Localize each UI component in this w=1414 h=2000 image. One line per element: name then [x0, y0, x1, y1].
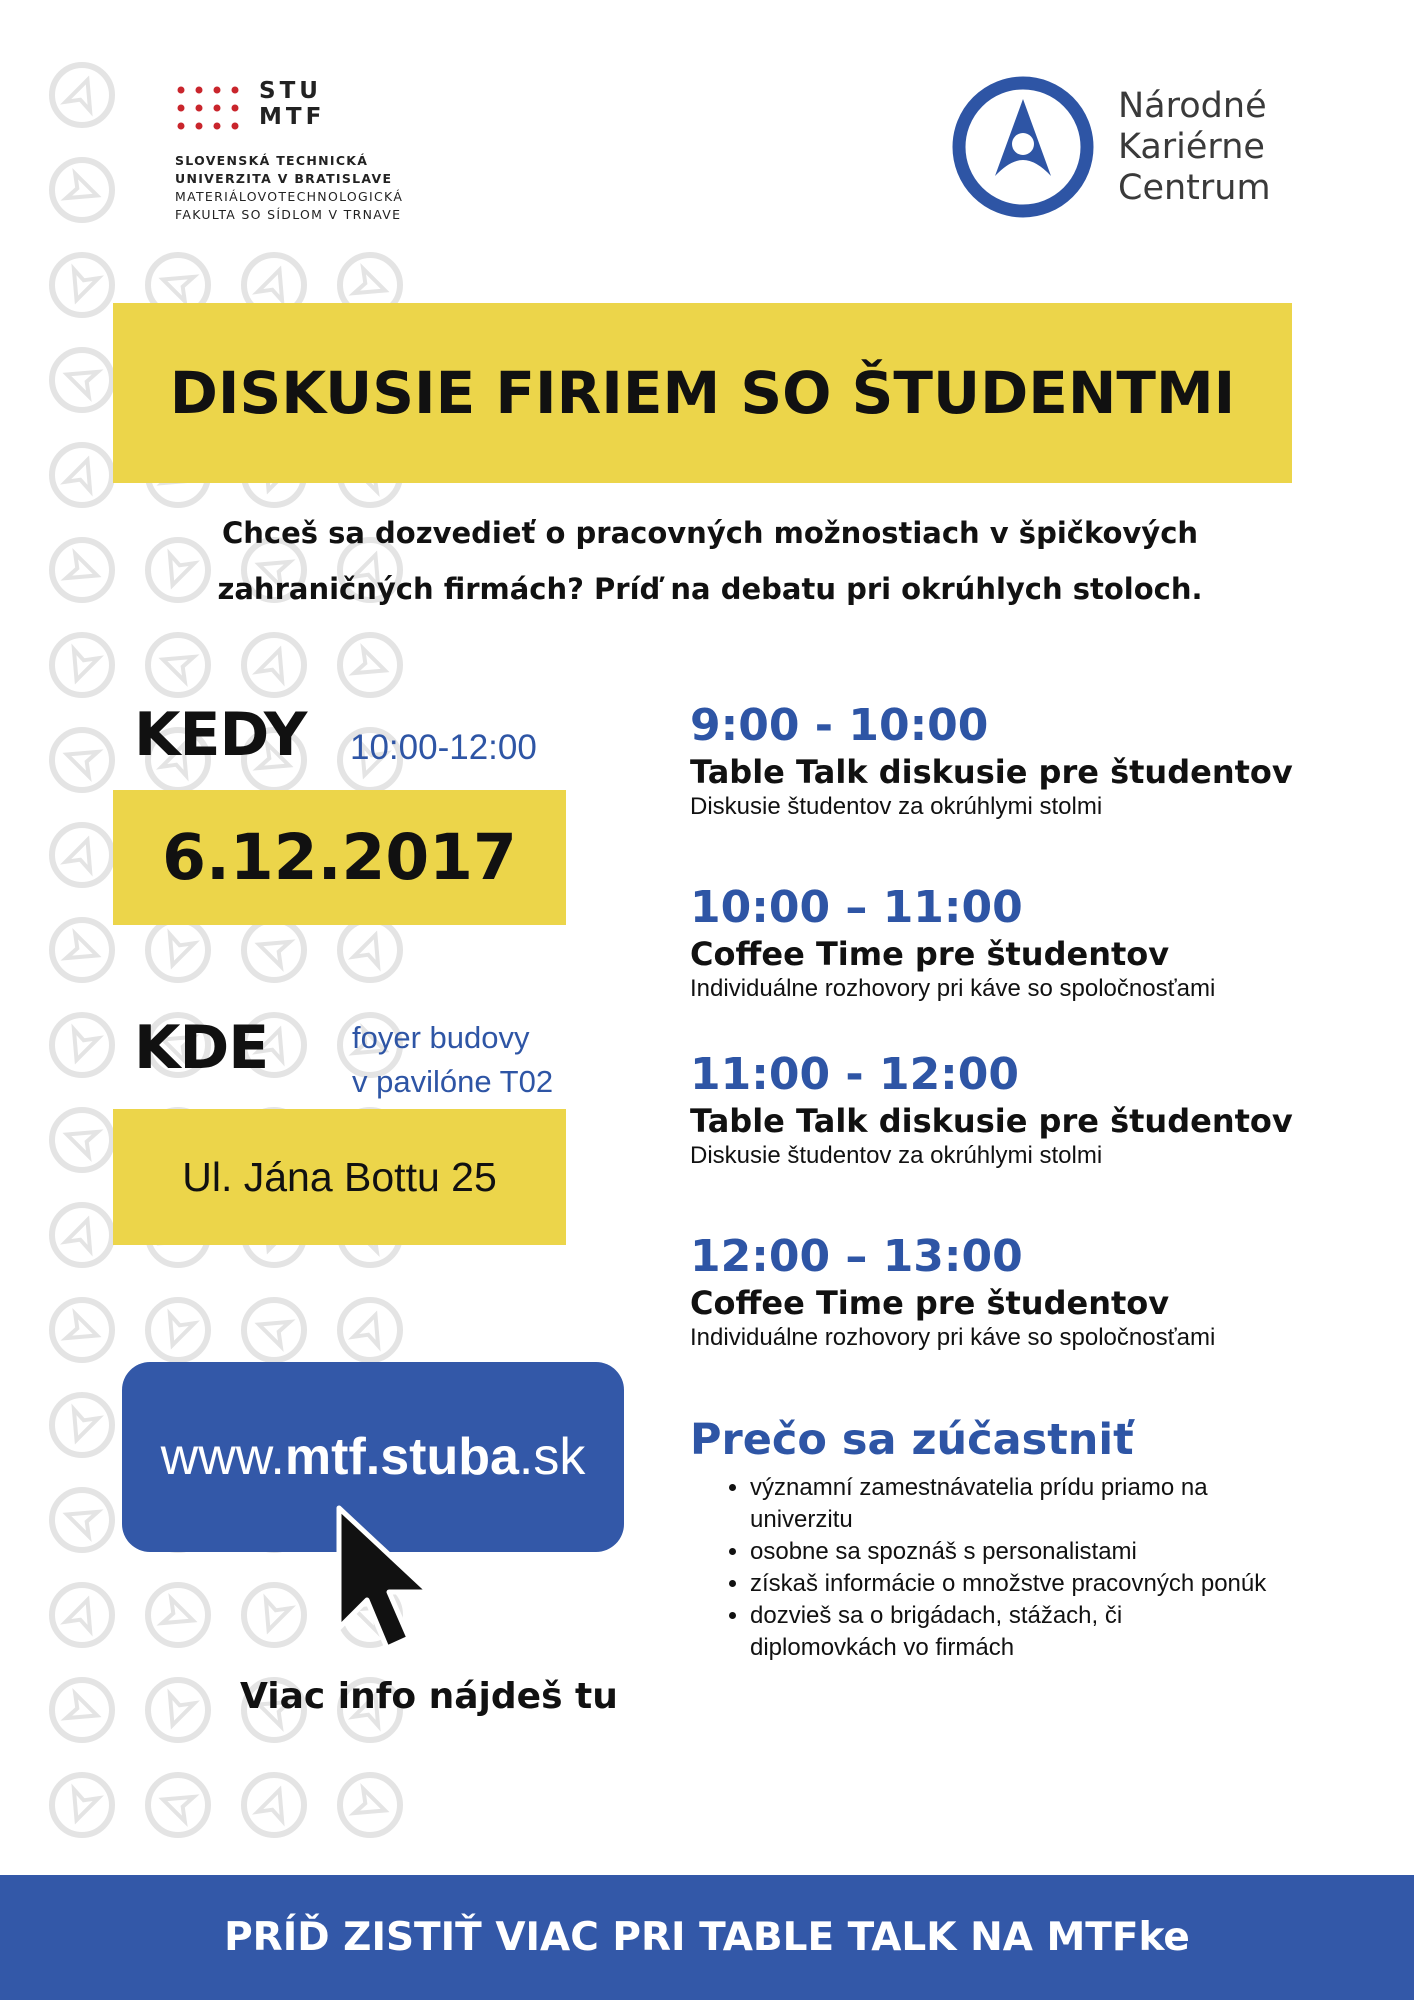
stu-full-name: [175, 152, 475, 224]
date-box: [113, 790, 566, 925]
schedule-desc: Diskusie študentov za okrúhlymi stolmi: [690, 1142, 1103, 1169]
pattern-circle-icon: [52, 445, 112, 505]
page-title: DISKUSIE FIRIEM SO ŠTUDENTMI: [169, 359, 1236, 427]
schedule-desc: Diskusie študentov za okrúhlymi stolmi: [690, 793, 1103, 820]
stu-dot: [178, 87, 185, 94]
stu-dot: [214, 87, 221, 94]
stu-dot: [178, 123, 185, 130]
pattern-circle-icon: [244, 1775, 304, 1835]
pattern-circle-icon: [52, 825, 112, 885]
pattern-circle-icon: [52, 350, 112, 410]
when-label: KEDY: [134, 700, 307, 770]
nkc-compass-icon: [948, 72, 1098, 222]
event-date: 6.12.2017: [162, 821, 517, 894]
footer-text: PRÍĎ ZISTIŤ VIAC PRI TABLE TALK NA MTFke: [224, 1915, 1190, 1960]
stu-dot: [232, 105, 239, 112]
stu-dot: [232, 123, 239, 130]
nkc-logo: [948, 72, 1308, 222]
nkc-name: [1118, 86, 1271, 209]
schedule-title: Coffee Time pre študentov: [690, 935, 1170, 973]
pattern-circle-icon: [148, 1775, 208, 1835]
url-suffix: .sk: [518, 1428, 586, 1486]
stu-dot: [196, 87, 203, 94]
schedule-time: 9:00 - 10:00: [690, 700, 989, 751]
where-detail-line: v pavilóne T02: [352, 1064, 554, 1099]
pattern-circle-icon: [52, 1205, 112, 1265]
stu-dot: [196, 123, 203, 130]
when-time: 10:00-12:00: [350, 728, 537, 767]
url-prefix: www.: [160, 1428, 285, 1486]
title-banner: [113, 303, 1292, 483]
nkc-line: Centrum: [1118, 168, 1271, 208]
pattern-circle-icon: [52, 540, 112, 600]
nkc-line: Kariérne: [1118, 127, 1265, 167]
stu-name-line: FAKULTA SO SÍDLOM V TRNAVE: [175, 207, 402, 222]
stu-dot: [214, 105, 221, 112]
stu-name-line: SLOVENSKÁ TECHNICKÁ: [175, 153, 369, 168]
schedule-item: [690, 700, 1390, 822]
schedule-title: Coffee Time pre študentov: [690, 1284, 1170, 1322]
where-detail: [352, 1016, 553, 1104]
intro-text: [160, 505, 1260, 617]
pattern-circle-icon: [52, 635, 112, 695]
stu-dot: [178, 105, 185, 112]
pattern-circle-icon: [52, 1680, 112, 1740]
pattern-circle-icon: [52, 1300, 112, 1360]
pattern-circle-icon: [148, 1585, 208, 1645]
pattern-circle-icon: [52, 1015, 112, 1075]
schedule-desc: Individuálne rozhovory pri káve so spoločnosťami: [690, 975, 1216, 1002]
why-list-item: • získaš informácie o množstve pracovných ponúk: [750, 1568, 1270, 1600]
pattern-circle-icon: [148, 635, 208, 695]
more-info-caption: Viac info nájdeš tu: [240, 1676, 618, 1717]
pattern-circle-icon: [148, 1680, 208, 1740]
pattern-circle-icon: [340, 920, 400, 980]
schedule-time: 12:00 – 13:00: [690, 1231, 1023, 1282]
why-list-item: • osobne sa spoznáš s personalistami: [750, 1536, 1270, 1568]
pattern-circle-icon: [244, 920, 304, 980]
schedule-desc: Individuálne rozhovory pri káve so spoločnosťami: [690, 1324, 1216, 1351]
pattern-circle-icon: [340, 635, 400, 695]
address-box: [113, 1109, 566, 1245]
schedule-title: Table Talk diskusie pre študentov: [690, 1102, 1293, 1140]
why-list-item: • významní zamestnávatelia prídu priamo na univerzitu: [750, 1472, 1270, 1536]
mouse-pointer-icon: [325, 1500, 445, 1670]
stu-name-line: MATERIÁLOVOTECHNOLOGICKÁ: [175, 189, 404, 204]
why-attend-section: [690, 1412, 1370, 1664]
stu-abbr-line: STU: [259, 78, 322, 104]
pattern-circle-icon: [52, 1490, 112, 1550]
nkc-line: Národné: [1118, 86, 1267, 126]
url-domain: mtf.stuba: [284, 1428, 519, 1486]
schedule-time: 11:00 - 12:00: [690, 1049, 1020, 1100]
pattern-circle-icon: [52, 1395, 112, 1455]
schedule-time: 10:00 – 11:00: [690, 882, 1023, 933]
pattern-circle-icon: [52, 1585, 112, 1645]
pattern-circle-icon: [340, 1300, 400, 1360]
where-label: KDE: [134, 1013, 269, 1083]
stu-name-line: UNIVERZITA V BRATISLAVE: [175, 171, 393, 186]
footer-banner: [0, 1875, 1414, 2000]
schedule-title: Table Talk diskusie pre študentov: [690, 753, 1293, 791]
why-heading: Prečo sa zúčastniť: [690, 1415, 1134, 1465]
stu-dot: [232, 87, 239, 94]
intro-line: zahraničných firmách? Príď na debatu pri okrúhlych stoloch.: [217, 572, 1203, 606]
stu-dot: [214, 123, 221, 130]
pattern-circle-icon: [52, 1775, 112, 1835]
pattern-circle-icon: [244, 635, 304, 695]
stu-abbreviation: [259, 78, 325, 130]
pattern-circle-icon: [52, 65, 112, 125]
stu-dot: [196, 105, 203, 112]
intro-line: Chceš sa dozvedieť o pracovných možnostiach v špičkových: [221, 516, 1199, 550]
why-list-item: • dozvieš sa o brigádach, stážach, či diplomovkách vo firmách: [750, 1600, 1270, 1664]
pattern-circle-icon: [148, 920, 208, 980]
schedule-item: [690, 1049, 1390, 1171]
pattern-circle-icon: [244, 1585, 304, 1645]
pattern-circle-icon: [340, 1775, 400, 1835]
why-list: [690, 1472, 1270, 1664]
pattern-circle-icon: [148, 1300, 208, 1360]
pattern-circle-icon: [52, 1110, 112, 1170]
schedule-item: [690, 1231, 1390, 1353]
pattern-circle-icon: [52, 160, 112, 220]
address: Ul. Jána Bottu 25: [182, 1153, 497, 1200]
pattern-circle-icon: [52, 255, 112, 315]
pattern-circle-icon: [52, 730, 112, 790]
pattern-circle-icon: [244, 1300, 304, 1360]
where-detail-line: foyer budovy: [352, 1020, 530, 1055]
stu-dots-icon: [175, 84, 245, 136]
pattern-circle-icon: [52, 920, 112, 980]
schedule-item: [690, 882, 1390, 1004]
mtf-abbr-line: MTF: [259, 104, 326, 130]
